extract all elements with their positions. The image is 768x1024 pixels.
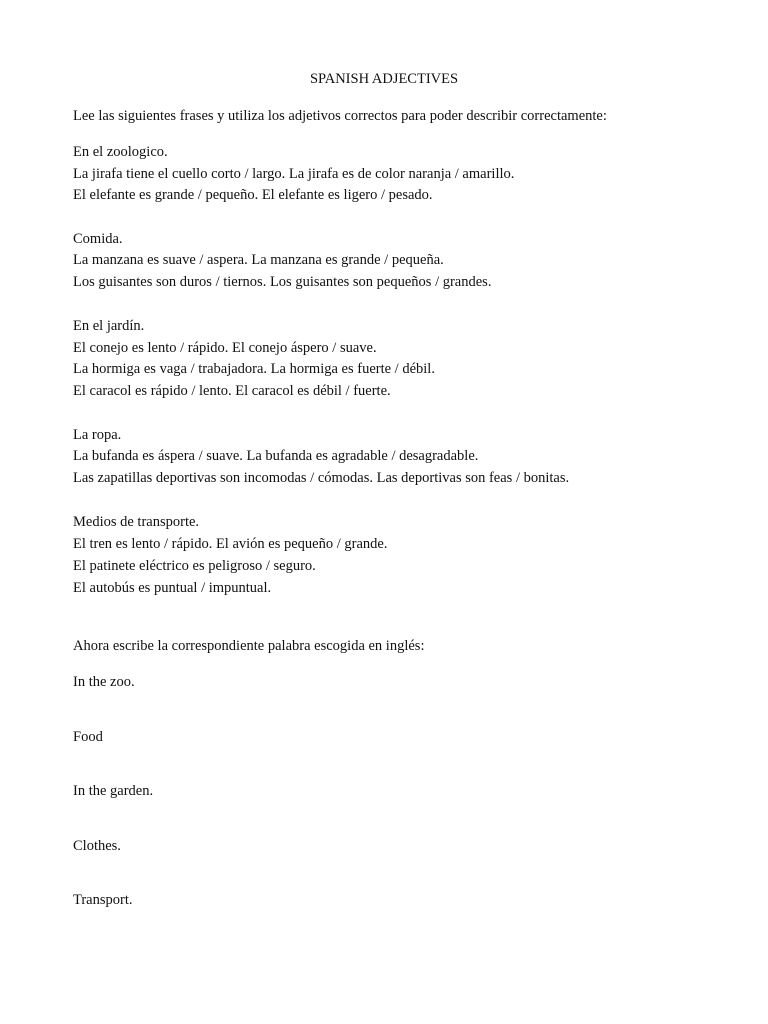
section-line: El elefante es grande / pequeño. El elefante es ligero / pesado.	[73, 187, 433, 203]
english-prompt-food: Food	[73, 729, 103, 745]
section-heading-clothes: La ropa.	[73, 427, 122, 443]
section-line: La hormiga es vaga / trabajadora. La hormiga es fuerte / débil.	[73, 361, 435, 377]
english-prompt-clothes: Clothes.	[73, 838, 121, 854]
english-prompt-transport: Transport.	[73, 892, 133, 908]
english-prompt-zoo: In the zoo.	[73, 674, 135, 690]
section-line: El patinete eléctrico es peligroso / seguro.	[73, 558, 316, 574]
section-heading-zoo: En el zoologico.	[73, 144, 168, 160]
english-instructions: Ahora escribe la correspondiente palabra escogida en inglés:	[73, 638, 425, 654]
section-line: La manzana es suave / aspera. La manzana es grande / pequeña.	[73, 252, 444, 268]
section-heading-garden: En el jardín.	[73, 318, 145, 334]
english-prompt-garden: In the garden.	[73, 783, 154, 799]
section-line: Los guisantes son duros / tiernos. Los guisantes son pequeños / grandes.	[73, 274, 492, 290]
section-heading-transport: Medios de transporte.	[73, 514, 200, 530]
page-title: SPANISH ADJECTIVES	[309, 71, 459, 87]
section-line: La bufanda es áspera / suave. La bufanda es agradable / desagradable.	[73, 448, 479, 464]
section-line: La jirafa tiene el cuello corto / largo. La jirafa es de color naranja / amarillo.	[73, 166, 515, 182]
instructions-text: Lee las siguientes frases y utiliza los adjetivos correctos para poder describir correctamente:	[73, 108, 607, 124]
section-line: Las zapatillas deportivas son incomodas / cómodas. Las deportivas son feas / bonitas.	[73, 470, 570, 486]
section-line: El caracol es rápido / lento. El caracol es débil / fuerte.	[73, 383, 391, 399]
section-line: El tren es lento / rápido. El avión es pequeño / grande.	[73, 536, 388, 552]
section-line: El autobús es puntual / impuntual.	[73, 580, 272, 596]
section-line: El conejo es lento / rápido. El conejo áspero / suave.	[73, 340, 377, 356]
section-heading-food: Comida.	[73, 231, 123, 247]
